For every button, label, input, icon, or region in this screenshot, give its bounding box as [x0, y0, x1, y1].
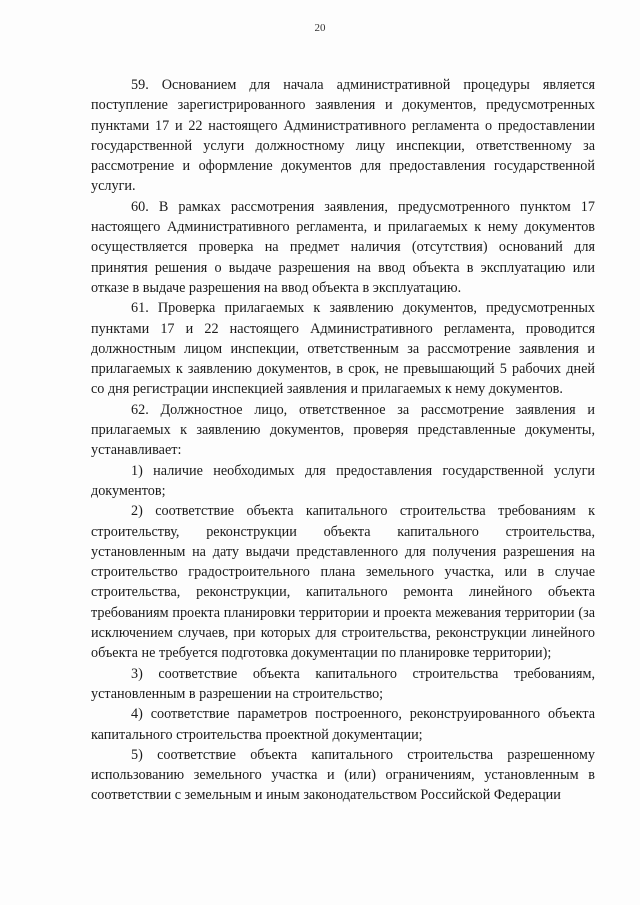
paragraph-60: 60. В рамках рассмотрения заявления, предусмотренного пунктом 17 настоящего Административного регламента, и прилагаемых к нему документов осуществляется проверка на предмет наличия (отсутствия) оснований для принятия решения о выдаче разрешения на ввод объекта в эксплуатацию или отказе в выдаче разрешения на ввод объекта в эксплуатацию.: [91, 198, 595, 296]
list-item-1: 1) наличие необходимых для предоставления государственной услуги документов;: [91, 462, 595, 499]
paragraph-59: 59. Основанием для начала административной процедуры является поступление зарегистрированного заявления и документов, предусмотренных пунктами 17 и 22 настоящего Административного регламента о предоставлении государственной услуги должностному лицу инспекции, ответственному за рассмотрение и оформление документов для предоставления государственной услуги.: [91, 77, 595, 195]
list-item-4: 4) соответствие параметров построенного, реконструированного объекта капитального строительства проектной документации;: [91, 706, 595, 743]
list-item-3: 3) соответствие объекта капитального строительства требованиям, установленным в разрешении на строительство;: [91, 665, 595, 702]
list-item-5: 5) соответствие объекта капитального строительства разрешенному использованию земельного участка и (или) ограничениям, установленным в соответствии с земельным и иным законодательством Российской Федерации: [91, 746, 595, 804]
list-item-2: 2) соответствие объекта капитального строительства требованиям к строительству, реконструкции объекта капитального строительства, установленным на дату выдачи представленного для получения разрешения на строительство градостроительного плана земельного участка, или в случае строительства, реконструкции, капитального ремонта линейного объекта требованиям проекта планировки территории и проекта межевания территории (за исключением случаев, при которых для строительства, реконструкции линейного объекта не требуется подготовка документации по планировке территории);: [91, 503, 595, 662]
paragraph-62: 62. Должностное лицо, ответственное за рассмотрение заявления и прилагаемых к заявлению документов, проверяя представленные документы, устанавливает:: [91, 401, 595, 459]
paragraph-61: 61. Проверка прилагаемых к заявлению документов, предусмотренных пунктами 17 и 22 настоящего Административного регламента, проводится должностным лицом инспекции, ответственным за рассмотрение заявления и прилагаемых к заявлению документов, в срок, не превышающий 5 рабочих дней со дня регистрации инспекцией заявления и прилагаемых к нему документов.: [91, 300, 595, 398]
document-body: [91, 75, 595, 806]
page-number: 20: [314, 22, 326, 34]
